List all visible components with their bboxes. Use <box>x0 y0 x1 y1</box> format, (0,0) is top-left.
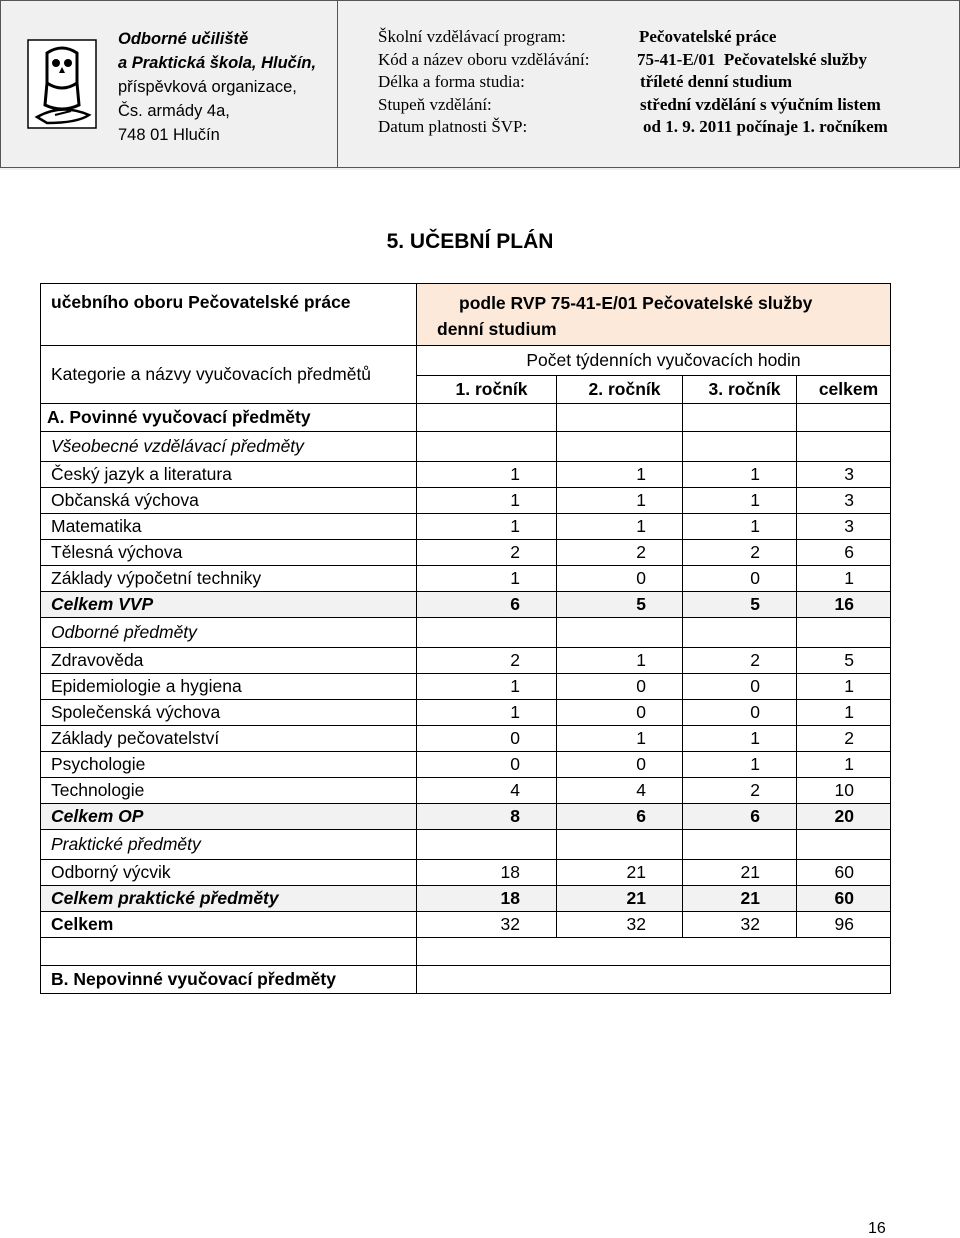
empty-cell <box>797 432 891 462</box>
owl-logo-icon <box>27 39 97 129</box>
table-row <box>41 462 891 488</box>
hours-cell: 32 <box>417 912 557 938</box>
total-row <box>41 912 891 938</box>
hours-cell: 2 <box>417 648 557 674</box>
subject-name: Zdravověda <box>41 648 417 674</box>
total-cell: 60 <box>797 886 891 912</box>
hours-cell: 0 <box>417 752 557 778</box>
empty-cell <box>417 966 891 994</box>
hours-cell: 1 <box>417 514 557 540</box>
hours-cell: 21 <box>683 860 797 886</box>
empty-cell <box>417 432 557 462</box>
table-row <box>41 726 891 752</box>
subject-name: Technologie <box>41 778 417 804</box>
category-header: Kategorie a názvy vyučovacích předmětů <box>41 346 417 404</box>
program-label: Datum platnosti ŠVP: <box>378 117 528 136</box>
hours-cell: 0 <box>683 700 797 726</box>
total-cell: 1 <box>797 700 891 726</box>
empty-row <box>41 938 891 966</box>
subject-name: Matematika <box>41 514 417 540</box>
hours-cell: 1 <box>683 462 797 488</box>
total-cell: 1 <box>797 566 891 592</box>
hours-cell: 0 <box>557 566 683 592</box>
hours-cell: 4 <box>557 778 683 804</box>
table-row <box>41 488 891 514</box>
total-cell: 6 <box>797 540 891 566</box>
subject-name: Epidemiologie a hygiena <box>41 674 417 700</box>
subject-name: Společenská výchova <box>41 700 417 726</box>
program-label: Délka a forma studia: <box>378 72 525 91</box>
subject-name: Základy výpočetní techniky <box>41 566 417 592</box>
program-value: 75-41-E/01 Pečovatelské služby <box>637 49 867 69</box>
page-number: 16 <box>868 1220 886 1237</box>
column-header: celkem <box>797 376 891 404</box>
hours-cell: 0 <box>417 726 557 752</box>
table-row <box>41 514 891 540</box>
hours-cell: 0 <box>683 674 797 700</box>
hours-cell: 2 <box>417 540 557 566</box>
program-value: tříleté denní studium <box>640 72 793 91</box>
group-label: Praktické předměty <box>41 830 417 860</box>
hours-cell: 18 <box>417 860 557 886</box>
rvp-code: podle RVP 75-41-E/01 Pečovatelské služby <box>459 293 813 313</box>
page-title: 5. UČEBNÍ PLÁN <box>386 230 554 253</box>
hours-cell: 8 <box>417 804 557 830</box>
section-header: A. Povinné vyučovací předměty <box>41 404 417 432</box>
rvp-info <box>417 284 891 346</box>
hours-cell: 1 <box>557 462 683 488</box>
curriculum-table <box>40 283 891 994</box>
subject-name: Občanská výchova <box>41 488 417 514</box>
empty-cell <box>683 830 797 860</box>
empty-cell <box>557 432 683 462</box>
empty-cell <box>797 404 891 432</box>
study-form: denní studium <box>437 319 557 339</box>
empty-cell <box>557 830 683 860</box>
hours-cell: 32 <box>683 912 797 938</box>
school-name-line: 748 01 Hlučín <box>118 126 220 144</box>
hours-cell: 1 <box>417 462 557 488</box>
group-label: Odborné předměty <box>41 618 417 648</box>
total-cell: 20 <box>797 804 891 830</box>
total-cell: 1 <box>797 674 891 700</box>
total-cell: 10 <box>797 778 891 804</box>
school-name-line: příspěvková organizace, <box>118 78 297 96</box>
hours-cell: 1 <box>683 514 797 540</box>
subtotal-name: Celkem VVP <box>41 592 417 618</box>
program-label: Stupeň vzdělání: <box>378 94 492 114</box>
column-header: 1. ročník <box>417 376 557 404</box>
hours-cell: 2 <box>557 540 683 566</box>
total-name: Celkem <box>41 912 417 938</box>
table-row <box>41 566 891 592</box>
hours-cell: 6 <box>557 804 683 830</box>
total-cell: 5 <box>797 648 891 674</box>
empty-cell <box>417 404 557 432</box>
table-row <box>41 860 891 886</box>
empty-cell <box>417 938 891 966</box>
hours-cell: 21 <box>557 886 683 912</box>
subtotal-row <box>41 886 891 912</box>
hours-cell: 1 <box>417 488 557 514</box>
empty-cell <box>557 404 683 432</box>
hours-cell: 18 <box>417 886 557 912</box>
program-value: střední vzdělání s výučním listem <box>640 94 881 114</box>
subtotal-name: Celkem OP <box>41 804 417 830</box>
subject-name: Základy pečovatelství <box>41 726 417 752</box>
hours-cell: 4 <box>417 778 557 804</box>
school-name-line: Odborné učiliště <box>118 30 249 48</box>
total-cell: 3 <box>797 514 891 540</box>
total-cell: 1 <box>797 752 891 778</box>
plan-subtitle: učebního oboru Pečovatelské práce <box>41 284 417 346</box>
school-name-line: a Praktická škola, Hlučín, <box>118 54 317 72</box>
hours-cell: 1 <box>557 514 683 540</box>
subtotal-row <box>41 804 891 830</box>
empty-cell <box>683 432 797 462</box>
table-row <box>41 700 891 726</box>
empty-cell <box>417 618 557 648</box>
program-label: Školní vzdělávací program: <box>378 27 566 46</box>
empty-cell <box>417 830 557 860</box>
hours-cell: 1 <box>417 700 557 726</box>
hours-cell: 0 <box>557 674 683 700</box>
hours-cell: 1 <box>417 566 557 592</box>
total-cell: 3 <box>797 488 891 514</box>
hours-cell: 21 <box>557 860 683 886</box>
hours-header: Počet týdenních vyučovacích hodin <box>417 346 891 376</box>
hours-cell: 1 <box>557 726 683 752</box>
school-address <box>118 27 338 147</box>
empty-cell <box>557 618 683 648</box>
subtotal-name: Celkem praktické předměty <box>41 886 417 912</box>
program-label: Kód a název oboru vzdělávání: <box>378 49 590 69</box>
hours-cell: 5 <box>557 592 683 618</box>
school-name-line: Čs. armády 4a, <box>118 102 230 120</box>
total-cell: 2 <box>797 726 891 752</box>
hours-cell: 6 <box>683 804 797 830</box>
total-cell: 16 <box>797 592 891 618</box>
empty-cell <box>797 618 891 648</box>
subject-name: Psychologie <box>41 752 417 778</box>
total-cell: 96 <box>797 912 891 938</box>
hours-cell: 1 <box>557 488 683 514</box>
empty-cell <box>41 938 417 966</box>
hours-cell: 0 <box>683 566 797 592</box>
hours-cell: 1 <box>683 726 797 752</box>
subject-name: Odborný výcvik <box>41 860 417 886</box>
group-label: Všeobecné vzdělávací předměty <box>41 432 417 462</box>
table-row <box>41 674 891 700</box>
hours-cell: 0 <box>557 700 683 726</box>
program-value: od 1. 9. 2011 počínaje 1. ročníkem <box>643 117 888 136</box>
hours-cell: 2 <box>683 540 797 566</box>
total-cell: 3 <box>797 462 891 488</box>
hours-cell: 32 <box>557 912 683 938</box>
table-row <box>41 540 891 566</box>
table-row <box>41 778 891 804</box>
hours-cell: 0 <box>557 752 683 778</box>
subject-name: Tělesná výchova <box>41 540 417 566</box>
empty-cell <box>797 830 891 860</box>
column-header: 3. ročník <box>683 376 797 404</box>
subject-name: Český jazyk a literatura <box>41 462 417 488</box>
table-row <box>41 648 891 674</box>
column-header: 2. ročník <box>557 376 683 404</box>
hours-cell: 21 <box>683 886 797 912</box>
table-row <box>41 752 891 778</box>
hours-cell: 2 <box>683 778 797 804</box>
hours-cell: 1 <box>683 488 797 514</box>
hours-cell: 2 <box>683 648 797 674</box>
document-header <box>0 0 960 170</box>
empty-cell <box>683 618 797 648</box>
subtotal-row <box>41 592 891 618</box>
hours-cell: 6 <box>417 592 557 618</box>
empty-cell <box>683 404 797 432</box>
hours-cell: 1 <box>557 648 683 674</box>
program-value: Pečovatelské práce <box>639 27 777 46</box>
total-cell: 60 <box>797 860 891 886</box>
school-info-box <box>0 0 338 168</box>
hours-cell: 1 <box>417 674 557 700</box>
hours-cell: 1 <box>683 752 797 778</box>
hours-cell: 5 <box>683 592 797 618</box>
section-header: B. Nepovinné vyučovací předměty <box>41 966 417 994</box>
